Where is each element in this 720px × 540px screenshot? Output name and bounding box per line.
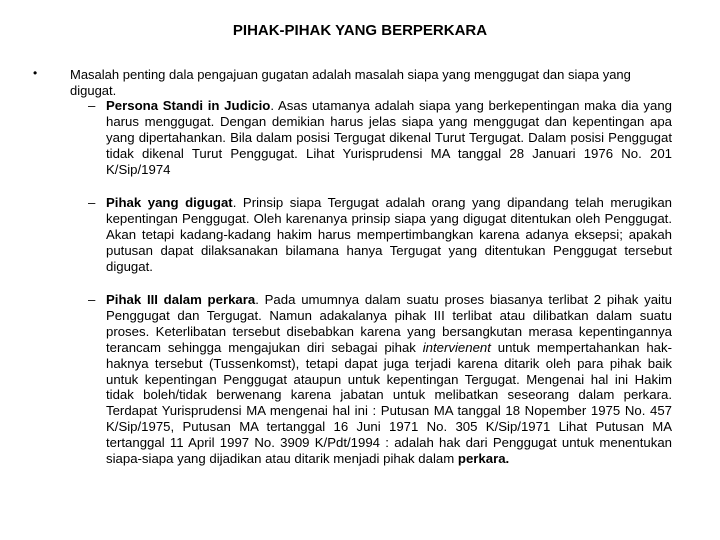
sub-item-body: . Prinsip siapa Tergugat adalah orang yang dipandang telah merugikan kepentingan Penggugat. Oleh karenanya prinsip siapa yang digugat ditentukan oleh Penggugat. Akan tetapi kadang-kadang hakim harus mempertimbangkan karena adanya eksepsi; apakah putusan dapat dilaksanakan bilamana hanya Tergugat yang ditentukan Penggugat tersebut digugat. [106, 195, 672, 274]
sub-item-persona-standi [88, 98, 672, 178]
dash-marker: – [88, 292, 96, 307]
sub-item-pihak-digugat [88, 195, 672, 275]
sub-item-heading: Persona Standi in Judicio [106, 98, 271, 113]
sub-item-text [106, 195, 672, 275]
dash-marker: – [88, 195, 96, 210]
bullet-marker: • [33, 66, 38, 80]
sub-item-heading: Pihak III dalam perkara [106, 292, 256, 307]
dash-marker: – [88, 98, 96, 113]
sub-item-body: . Pada umumnya dalam suatu proses biasanya terlibat 2 pihak yaitu Penggugat dan Tergugat. Namun adakalanya pihak III terlibat atau dilibatkan dalam suatu proses. Keterlibatan tersebut disebabkan karena yang bersangkutan merasa kepentingannya terancam sehingga mengajukan diri sebagai pihak [106, 292, 672, 355]
page-title: PIHAK-PIHAK YANG BERPERKARA [232, 22, 488, 39]
sub-item-text [106, 292, 672, 467]
sub-item-body: . Asas utamanya adalah siapa yang berkepentingan maka dia yang harus menggugat. Dengan demikian harus jelas siapa yang menggugat dan kepentingan apa yang dipertahankan. Bila dalam posisi Tergugat dikenal Turut Tergugat. Dalam posisi Penggugat tidak dikenal Turut Penggugat. Lihat Yurisprudensi MA tanggal 28 Januari 1976 No. 201 K/Sip/1974 [106, 98, 673, 177]
sub-item-heading: Pihak yang digugat [106, 195, 233, 210]
sub-item-closing-word: perkara. [457, 451, 510, 467]
intro-paragraph: Masalah penting dala pengajuan gugatan adalah masalah siapa yang menggugat dan siapa yang digugat. [70, 67, 631, 98]
sub-item-emphasis: intervienent [422, 339, 491, 355]
sub-item-pihak-iii [88, 292, 672, 467]
sub-item-text [106, 98, 672, 178]
sub-item-body-continued: untuk mempertahankan hak-haknya tersebut (Tussenkomst), tetapi dapat juga terjadi karena ditarik oleh para pihak baik untuk kepentingan Penggugat ataupun untuk kepentingan Tergugat. Mengenai hal ini Hakim tidak boleh/tidak berwenang karena jabatan untuk melibatkan seseorang dalam perkara. Terdapat Yurisprudensi MA mengenai hal ini : Putusan MA tanggal 18 Nopember 1975 No. 457 K/Sip/1975, Putusan MA tertanggal 16 Juni 1971 No. 305 K/Sip/1971 Lihat Putusan MA tertanggal 11 April 1997 No. 3909 K/Pdt/1994 : adalah hak dari Penggugat untuk menentukan siapa-siapa yang dijadikan atau ditarik menjadi pihak dalam [106, 339, 672, 467]
